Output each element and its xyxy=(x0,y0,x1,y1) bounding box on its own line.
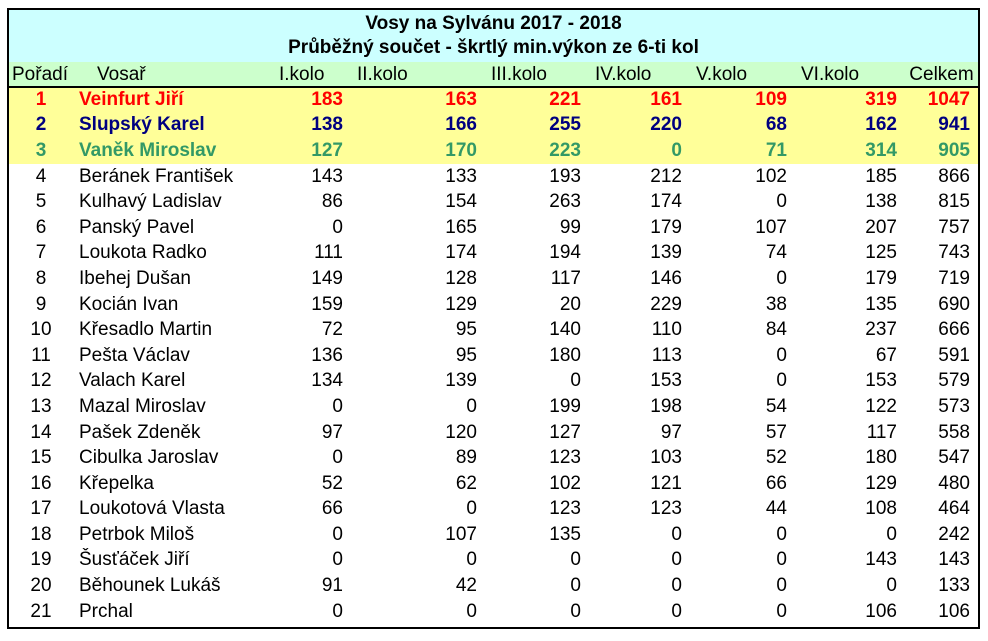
round-4-cell: 0 xyxy=(671,575,682,597)
round-6-cell: 162 xyxy=(865,114,897,136)
total-cell: 690 xyxy=(938,293,970,315)
round-1-cell: 97 xyxy=(321,421,343,443)
rank-cell: 2 xyxy=(35,114,47,136)
round-6-cell: 138 xyxy=(865,191,897,213)
total-cell: 719 xyxy=(938,267,970,289)
total-cell: 547 xyxy=(938,447,970,469)
name-cell: Šusťáček Jiří xyxy=(79,549,190,571)
round-6-cell: 67 xyxy=(875,344,897,366)
total-cell: 106 xyxy=(938,600,970,622)
total-cell: 591 xyxy=(938,344,970,366)
round-4-cell: 139 xyxy=(650,242,682,264)
rank-cell: 12 xyxy=(30,370,52,392)
round-5-cell: 0 xyxy=(776,344,787,366)
total-cell: 1047 xyxy=(927,89,970,111)
round-4-cell: 212 xyxy=(650,165,682,187)
name-cell: Beránek František xyxy=(79,165,234,187)
round-6-cell: 207 xyxy=(865,216,897,238)
round-1-cell: 0 xyxy=(332,447,343,469)
round-1-cell: 134 xyxy=(311,370,343,392)
table-row xyxy=(9,471,978,497)
table-row xyxy=(9,573,978,599)
round-2-cell: 0 xyxy=(466,498,477,520)
round-5-cell: 0 xyxy=(776,523,787,545)
table-row xyxy=(9,189,978,215)
rank-cell: 18 xyxy=(30,523,52,545)
round-6-cell: 135 xyxy=(865,293,897,315)
round-3-cell: 127 xyxy=(549,421,581,443)
rank-cell: 5 xyxy=(35,191,47,213)
round-3-cell: 255 xyxy=(549,114,581,136)
total-cell: 480 xyxy=(938,472,970,494)
header-rank: Pořadí xyxy=(9,62,73,87)
standings-table xyxy=(9,62,978,624)
round-4-cell: 0 xyxy=(671,549,682,571)
rank-cell: 1 xyxy=(35,89,47,111)
round-1-cell: 66 xyxy=(321,498,343,520)
rank-cell: 4 xyxy=(35,165,47,187)
rank-cell: 20 xyxy=(30,575,52,597)
name-cell: Veinfurt Jiří xyxy=(79,89,184,111)
round-5-cell: 0 xyxy=(776,267,787,289)
table-row xyxy=(9,241,978,267)
round-3-cell: 123 xyxy=(549,498,581,520)
rank-cell: 14 xyxy=(30,421,52,443)
round-4-cell: 123 xyxy=(650,498,682,520)
round-2-cell: 42 xyxy=(455,575,477,597)
round-2-cell: 89 xyxy=(455,447,477,469)
rank-cell: 13 xyxy=(30,395,52,417)
round-5-cell: 0 xyxy=(776,600,787,622)
table-row xyxy=(9,599,978,625)
round-2-cell: 128 xyxy=(445,267,477,289)
round-6-cell: 185 xyxy=(865,165,897,187)
table-row xyxy=(9,87,978,113)
header-round-1: I.kolo xyxy=(273,62,351,87)
round-5-cell: 71 xyxy=(765,139,787,161)
table-row xyxy=(9,215,978,241)
round-5-cell: 74 xyxy=(765,242,787,264)
name-cell: Vaněk Miroslav xyxy=(79,139,217,161)
round-1-cell: 0 xyxy=(332,216,343,238)
round-3-cell: 194 xyxy=(549,242,581,264)
round-6-cell: 179 xyxy=(865,267,897,289)
round-2-cell: 163 xyxy=(445,89,477,111)
round-6-cell: 180 xyxy=(865,447,897,469)
name-cell: Kulhavý Ladislav xyxy=(79,191,222,213)
rank-cell: 7 xyxy=(35,242,47,264)
name-cell: Křepelka xyxy=(79,472,154,494)
round-1-cell: 0 xyxy=(332,523,343,545)
round-5-cell: 57 xyxy=(765,421,787,443)
rank-cell: 11 xyxy=(31,344,51,366)
total-cell: 866 xyxy=(938,165,970,187)
round-4-cell: 110 xyxy=(651,319,682,341)
round-2-cell: 170 xyxy=(445,139,477,161)
round-1-cell: 183 xyxy=(311,89,343,111)
round-1-cell: 138 xyxy=(311,114,343,136)
round-4-cell: 220 xyxy=(650,114,682,136)
round-1-cell: 136 xyxy=(311,344,343,366)
table-row xyxy=(9,369,978,395)
table-row xyxy=(9,420,978,446)
sheet-title: Vosy na Sylvánu 2017 - 2018 xyxy=(365,13,622,34)
round-2-cell: 133 xyxy=(445,165,477,187)
table-row xyxy=(9,548,978,574)
round-4-cell: 174 xyxy=(650,191,682,213)
round-3-cell: 221 xyxy=(549,89,581,111)
round-3-cell: 0 xyxy=(570,549,581,571)
round-5-cell: 54 xyxy=(765,395,787,417)
round-1-cell: 91 xyxy=(321,575,343,597)
round-3-cell: 223 xyxy=(549,139,581,161)
round-6-cell: 143 xyxy=(865,549,897,571)
name-cell: Pešta Václav xyxy=(79,344,190,366)
header-round-3: III.kolo xyxy=(485,62,589,87)
table-row xyxy=(9,497,978,523)
header-round-4: IV.kolo xyxy=(589,62,690,87)
round-2-cell: 0 xyxy=(466,395,477,417)
round-6-cell: 237 xyxy=(865,319,897,341)
name-cell: Pašek Zdeněk xyxy=(79,421,201,443)
round-4-cell: 121 xyxy=(650,472,682,494)
round-3-cell: 123 xyxy=(549,447,581,469)
table-row xyxy=(9,394,978,420)
header-round-2: II.kolo xyxy=(351,62,485,87)
round-2-cell: 107 xyxy=(445,523,477,545)
table-row xyxy=(9,292,978,318)
total-cell: 464 xyxy=(938,498,970,520)
rank-cell: 16 xyxy=(30,472,52,494)
round-3-cell: 99 xyxy=(559,216,581,238)
round-3-cell: 263 xyxy=(549,191,581,213)
round-5-cell: 52 xyxy=(765,447,787,469)
round-4-cell: 161 xyxy=(650,89,682,111)
round-2-cell: 139 xyxy=(445,370,477,392)
round-6-cell: 125 xyxy=(865,242,897,264)
total-cell: 666 xyxy=(938,319,970,341)
round-6-cell: 153 xyxy=(865,370,897,392)
round-3-cell: 0 xyxy=(570,370,581,392)
round-4-cell: 113 xyxy=(651,344,682,366)
table-row xyxy=(9,113,978,139)
round-3-cell: 199 xyxy=(549,395,581,417)
round-1-cell: 143 xyxy=(311,165,343,187)
round-2-cell: 120 xyxy=(445,421,477,443)
round-2-cell: 95 xyxy=(455,344,477,366)
round-2-cell: 165 xyxy=(445,216,477,238)
title-block xyxy=(9,10,978,62)
round-4-cell: 0 xyxy=(671,600,682,622)
sheet-subtitle: Průběžný součet - škrtlý min.výkon ze 6-ti kol xyxy=(288,37,699,58)
header-round-6: VI.kolo xyxy=(795,62,905,87)
rank-cell: 8 xyxy=(35,267,47,289)
round-5-cell: 107 xyxy=(755,216,787,238)
name-cell: Ibehej Dušan xyxy=(79,267,191,289)
round-1-cell: 149 xyxy=(311,267,343,289)
round-6-cell: 0 xyxy=(886,575,897,597)
round-1-cell: 127 xyxy=(311,139,343,161)
round-3-cell: 193 xyxy=(549,165,581,187)
round-4-cell: 179 xyxy=(650,216,682,238)
round-6-cell: 319 xyxy=(865,89,897,111)
total-cell: 579 xyxy=(938,370,970,392)
name-cell: Běhounek Lukáš xyxy=(79,575,221,597)
name-cell: Loukotová Vlasta xyxy=(79,498,225,520)
round-4-cell: 97 xyxy=(660,421,682,443)
table-row xyxy=(9,138,978,164)
round-5-cell: 66 xyxy=(765,472,787,494)
name-cell: Petrbok Miloš xyxy=(79,523,195,545)
total-cell: 815 xyxy=(938,191,970,213)
standings-sheet xyxy=(7,8,980,629)
header-name: Vosař xyxy=(73,62,273,87)
round-3-cell: 0 xyxy=(570,575,581,597)
name-cell: Panský Pavel xyxy=(79,216,195,238)
round-5-cell: 68 xyxy=(765,114,787,136)
header-round-5: V.kolo xyxy=(690,62,795,87)
round-3-cell: 135 xyxy=(549,523,581,545)
round-2-cell: 0 xyxy=(466,549,477,571)
name-cell: Mazal Miroslav xyxy=(79,395,206,417)
round-6-cell: 108 xyxy=(865,498,897,520)
round-1-cell: 111 xyxy=(314,242,343,264)
round-4-cell: 0 xyxy=(671,523,682,545)
round-1-cell: 0 xyxy=(332,395,343,417)
total-cell: 133 xyxy=(938,575,970,597)
table-row xyxy=(9,266,978,292)
table-row xyxy=(9,522,978,548)
round-4-cell: 0 xyxy=(671,139,682,161)
name-cell: Slupský Karel xyxy=(79,114,205,136)
round-1-cell: 52 xyxy=(321,472,343,494)
table-row xyxy=(9,343,978,369)
round-6-cell: 314 xyxy=(865,139,897,161)
name-cell: Valach Karel xyxy=(79,370,186,392)
table-row xyxy=(9,317,978,343)
name-cell: Loukota Radko xyxy=(79,242,207,264)
name-cell: Prchal xyxy=(79,600,133,622)
total-cell: 941 xyxy=(938,114,970,136)
rank-cell: 21 xyxy=(30,600,52,622)
name-cell: Cibulka Jaroslav xyxy=(79,447,219,469)
round-5-cell: 0 xyxy=(776,575,787,597)
round-2-cell: 0 xyxy=(466,600,477,622)
header-total: Celkem xyxy=(905,62,978,87)
rank-cell: 9 xyxy=(35,293,47,315)
round-1-cell: 0 xyxy=(332,549,343,571)
round-6-cell: 129 xyxy=(865,472,897,494)
round-3-cell: 140 xyxy=(549,319,581,341)
round-1-cell: 0 xyxy=(332,600,343,622)
round-4-cell: 146 xyxy=(650,267,682,289)
round-4-cell: 229 xyxy=(650,293,682,315)
name-cell: Křesadlo Martin xyxy=(79,319,213,341)
round-3-cell: 180 xyxy=(549,344,581,366)
round-2-cell: 129 xyxy=(445,293,477,315)
name-cell: Kocián Ivan xyxy=(79,293,179,315)
rank-cell: 15 xyxy=(30,447,52,469)
round-5-cell: 102 xyxy=(755,165,787,187)
round-5-cell: 109 xyxy=(755,89,787,111)
total-cell: 743 xyxy=(938,242,970,264)
round-5-cell: 84 xyxy=(765,319,787,341)
total-cell: 143 xyxy=(938,549,970,571)
round-6-cell: 106 xyxy=(865,600,897,622)
round-1-cell: 72 xyxy=(321,319,343,341)
round-2-cell: 166 xyxy=(445,114,477,136)
round-3-cell: 0 xyxy=(570,600,581,622)
rank-cell: 6 xyxy=(35,216,47,238)
round-6-cell: 117 xyxy=(866,421,897,443)
round-6-cell: 0 xyxy=(886,523,897,545)
rank-cell: 3 xyxy=(35,139,47,161)
round-5-cell: 0 xyxy=(776,370,787,392)
round-4-cell: 103 xyxy=(650,447,682,469)
table-row xyxy=(9,164,978,190)
round-2-cell: 154 xyxy=(445,191,477,213)
round-5-cell: 44 xyxy=(765,498,787,520)
total-cell: 757 xyxy=(938,216,970,238)
round-5-cell: 38 xyxy=(765,293,787,315)
total-cell: 558 xyxy=(938,421,970,443)
total-cell: 905 xyxy=(938,139,970,161)
total-cell: 573 xyxy=(938,395,970,417)
round-4-cell: 198 xyxy=(650,395,682,417)
rank-cell: 17 xyxy=(30,498,52,520)
round-1-cell: 86 xyxy=(321,191,343,213)
round-2-cell: 62 xyxy=(455,472,477,494)
round-6-cell: 122 xyxy=(865,395,897,417)
round-2-cell: 95 xyxy=(455,319,477,341)
round-4-cell: 153 xyxy=(650,370,682,392)
round-3-cell: 102 xyxy=(549,472,581,494)
round-5-cell: 0 xyxy=(776,191,787,213)
table-row xyxy=(9,445,978,471)
round-2-cell: 174 xyxy=(445,242,477,264)
total-cell: 242 xyxy=(938,523,970,545)
round-1-cell: 159 xyxy=(311,293,343,315)
rank-cell: 10 xyxy=(30,319,52,341)
round-5-cell: 0 xyxy=(776,549,787,571)
round-3-cell: 20 xyxy=(559,293,581,315)
header-row xyxy=(9,62,978,87)
round-3-cell: 117 xyxy=(550,267,581,289)
rank-cell: 19 xyxy=(30,549,52,571)
